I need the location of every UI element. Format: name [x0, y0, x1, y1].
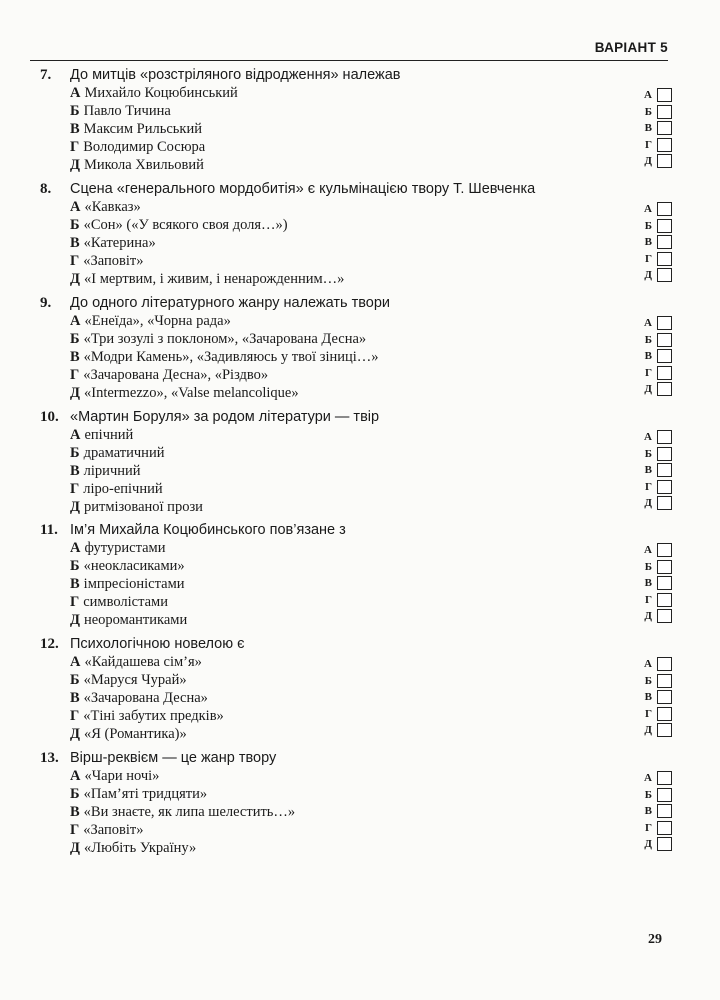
option-letter: Б [70, 558, 80, 574]
option-letter: А [70, 540, 81, 556]
question-text: Психологічною новелою є [70, 636, 245, 652]
answer-option [40, 348, 670, 366]
box-letter: В [644, 577, 652, 589]
answer-boxes [620, 543, 672, 626]
answer-option [40, 384, 670, 402]
answer-box-row [620, 771, 672, 788]
answer-checkbox[interactable] [657, 382, 672, 396]
question [40, 749, 670, 857]
answer-box-row [620, 121, 672, 138]
option-text: ритмізованої прози [83, 499, 203, 515]
answer-option [40, 653, 670, 671]
answer-checkbox[interactable] [657, 788, 672, 802]
answer-checkbox[interactable] [657, 707, 672, 721]
option-text: драматичний [83, 445, 165, 461]
answer-box-row [620, 219, 672, 236]
answer-boxes [620, 202, 672, 285]
option-letter: А [70, 199, 81, 215]
question [40, 294, 670, 402]
answer-checkbox[interactable] [657, 674, 672, 688]
answer-box-row [620, 543, 672, 560]
option-text: «Intermezzo», «Valse melancolique» [83, 385, 299, 401]
question-stem [40, 635, 670, 653]
box-letter: В [644, 805, 652, 817]
option-text: «Зачарована Десна» [83, 690, 208, 706]
answer-box-row [620, 235, 672, 252]
option-text: Михайло Коцюбинський [84, 85, 238, 101]
answer-box-row [620, 804, 672, 821]
option-text: «Ви знаєте, як липа шелестить…» [83, 804, 296, 820]
option-letter: Г [70, 594, 80, 610]
box-letter: Д [644, 838, 652, 850]
question-stem [40, 180, 670, 198]
answer-checkbox[interactable] [657, 543, 672, 557]
option-letter: В [70, 463, 80, 479]
option-text: Микола Хвильовий [83, 157, 204, 173]
question-stem [40, 408, 670, 426]
answer-checkbox[interactable] [657, 496, 672, 510]
option-letter: А [70, 313, 81, 329]
answer-checkbox[interactable] [657, 447, 672, 461]
box-letter: Д [644, 269, 652, 281]
answer-box-row [620, 430, 672, 447]
answer-checkbox[interactable] [657, 219, 672, 233]
answer-checkbox[interactable] [657, 463, 672, 477]
option-text: «Пам’яті тридцяти» [83, 786, 208, 802]
option-letter: Б [70, 217, 80, 233]
answer-checkbox[interactable] [657, 430, 672, 444]
box-letter: Д [644, 383, 652, 395]
answer-checkbox[interactable] [657, 657, 672, 671]
answer-option [40, 671, 670, 689]
answer-box-row [620, 202, 672, 219]
answer-option [40, 102, 670, 120]
option-letter: А [70, 654, 81, 670]
answer-option [40, 785, 670, 803]
answer-box-row [620, 252, 672, 269]
option-text: «неокласиками» [83, 558, 185, 574]
box-letter: В [644, 350, 652, 362]
answer-checkbox[interactable] [657, 366, 672, 380]
answer-option [40, 270, 670, 288]
question-number: 11. [40, 522, 58, 538]
box-letter: В [644, 122, 652, 134]
box-letter: Г [645, 138, 652, 151]
answer-option [40, 312, 670, 330]
answer-checkbox[interactable] [657, 138, 672, 152]
option-text: «Кавказ» [84, 199, 141, 215]
option-text: «Катерина» [83, 235, 156, 251]
answer-checkbox[interactable] [657, 593, 672, 607]
option-text: ліро-епічний [83, 481, 163, 497]
answer-box-row [620, 788, 672, 805]
answer-checkbox[interactable] [657, 480, 672, 494]
option-letter: В [70, 804, 80, 820]
question [40, 635, 670, 743]
answer-checkbox[interactable] [657, 252, 672, 266]
option-text: «Три зозулі з поклоном», «Зачарована Десна» [83, 331, 367, 347]
option-letter: Г [70, 139, 80, 155]
answer-box-row [620, 316, 672, 333]
answer-box-row [620, 88, 672, 105]
answer-option [40, 575, 670, 593]
answer-box-row [620, 674, 672, 691]
question-stem [40, 294, 670, 312]
answer-box-row [620, 657, 672, 674]
option-letter: А [70, 427, 81, 443]
answer-checkbox[interactable] [657, 690, 672, 704]
option-text: «Маруся Чурай» [83, 672, 187, 688]
option-letter: Д [70, 385, 80, 401]
answer-option [40, 84, 670, 102]
answer-option [40, 593, 670, 611]
box-letter: В [644, 464, 652, 476]
box-letter: Г [645, 821, 652, 834]
option-letter: Д [70, 726, 80, 742]
answer-box-row [620, 480, 672, 497]
option-text: символістами [83, 594, 168, 610]
option-letter: Б [70, 786, 80, 802]
box-letter: А [644, 658, 652, 670]
answer-checkbox[interactable] [657, 154, 672, 168]
answer-checkbox[interactable] [657, 576, 672, 590]
answer-checkbox[interactable] [657, 560, 672, 574]
answer-checkbox[interactable] [657, 804, 672, 818]
option-text: футуристами [84, 540, 166, 556]
option-text: Володимир Сосюра [83, 139, 206, 155]
answer-option [40, 539, 670, 557]
answer-option [40, 803, 670, 821]
answer-checkbox[interactable] [657, 316, 672, 330]
answer-box-row [620, 723, 672, 740]
option-letter: Д [70, 840, 80, 856]
answer-checkbox[interactable] [657, 349, 672, 363]
option-letter: Г [70, 708, 80, 724]
option-letter: Д [70, 157, 80, 173]
box-letter: Д [644, 155, 652, 167]
option-letter: Г [70, 367, 80, 383]
box-letter: Г [645, 366, 652, 379]
answer-box-row [620, 690, 672, 707]
answer-checkbox[interactable] [657, 609, 672, 623]
option-letter: В [70, 349, 80, 365]
answer-checkbox[interactable] [657, 105, 672, 119]
option-text: «Любіть Україну» [83, 840, 197, 856]
answer-option [40, 138, 670, 156]
answer-option [40, 480, 670, 498]
option-text: Павло Тичина [83, 103, 171, 119]
box-letter: Д [644, 497, 652, 509]
question-text: До митців «розстріляного відродження» належав [70, 67, 401, 83]
answer-box-row [620, 447, 672, 464]
option-text: ліричний [83, 463, 141, 479]
question-number: 13. [40, 750, 59, 766]
option-text: «Кайдашева сім’я» [84, 654, 202, 670]
option-text: «Чари ночі» [84, 768, 160, 784]
box-letter: Д [644, 610, 652, 622]
answer-box-row [620, 382, 672, 399]
box-letter: Г [645, 252, 652, 265]
answer-option [40, 689, 670, 707]
answer-boxes [620, 316, 672, 399]
answer-option [40, 611, 670, 629]
question-text: Вірш-реквієм — це жанр твору [70, 750, 277, 766]
question-text: Сцена «генерального мордобитія» є кульмінацією твору Т. Шевченка [70, 181, 536, 197]
question [40, 66, 670, 174]
question-number: 12. [40, 636, 59, 652]
answer-box-row [620, 105, 672, 122]
answer-option [40, 330, 670, 348]
box-letter: Б [644, 219, 652, 232]
answer-option [40, 426, 670, 444]
answer-box-row [620, 366, 672, 383]
answer-option [40, 234, 670, 252]
option-text: «Зачарована Десна», «Різдво» [83, 367, 269, 383]
answer-option [40, 707, 670, 725]
question-number: 10. [40, 409, 59, 425]
option-text: «Я (Романтика)» [83, 726, 187, 742]
box-letter: Б [644, 788, 652, 801]
box-letter: А [644, 772, 652, 784]
box-letter: А [644, 203, 652, 215]
answer-checkbox[interactable] [657, 235, 672, 249]
answer-option [40, 444, 670, 462]
answer-box-row [620, 138, 672, 155]
answer-box-row [620, 560, 672, 577]
page-header [30, 38, 668, 61]
answer-checkbox[interactable] [657, 821, 672, 835]
answer-boxes [620, 657, 672, 740]
answer-box-row [620, 707, 672, 724]
option-letter: Б [70, 672, 80, 688]
answer-checkbox[interactable] [657, 121, 672, 135]
answer-option [40, 216, 670, 234]
option-text: імпресіоністами [83, 576, 185, 592]
answer-option [40, 821, 670, 839]
question-text: «Мартин Боруля» за родом літератури — твір [70, 409, 380, 425]
option-letter: Д [70, 499, 80, 515]
option-text: «Модри Камень», «Задивляюсь у твої зіниці…» [83, 349, 379, 365]
answer-box-row [620, 463, 672, 480]
answer-box-row [620, 496, 672, 513]
box-letter: В [644, 236, 652, 248]
question-stem [40, 66, 670, 84]
question-number: 9. [40, 295, 52, 311]
box-letter: Б [644, 105, 652, 118]
option-text: «Заповіт» [83, 253, 144, 269]
box-letter: В [644, 691, 652, 703]
option-letter: В [70, 235, 80, 251]
option-letter: А [70, 85, 81, 101]
answer-boxes [620, 88, 672, 171]
answer-box-row [620, 333, 672, 350]
option-letter: В [70, 121, 80, 137]
option-letter: Д [70, 271, 80, 287]
question-text: До одного літературного жанру належать твори [70, 295, 391, 311]
answer-option [40, 767, 670, 785]
question [40, 521, 670, 629]
answer-option [40, 120, 670, 138]
option-letter: Б [70, 103, 80, 119]
option-text: «Сон» («У всякого своя доля…») [83, 217, 288, 233]
answer-option [40, 156, 670, 174]
option-text: «Енеїда», «Чорна рада» [84, 313, 231, 329]
option-letter: Г [70, 822, 80, 838]
answer-checkbox[interactable] [657, 333, 672, 347]
option-text: Максим Рильський [83, 121, 202, 137]
answer-option [40, 557, 670, 575]
answer-boxes [620, 430, 672, 513]
answer-boxes [620, 771, 672, 854]
box-letter: А [644, 431, 652, 443]
question-stem [40, 749, 670, 767]
answer-box-row [620, 576, 672, 593]
question-number: 8. [40, 181, 52, 197]
answer-box-row [620, 821, 672, 838]
option-letter: В [70, 690, 80, 706]
answer-option [40, 198, 670, 216]
option-letter: Б [70, 331, 80, 347]
question [40, 180, 670, 288]
option-text: епічний [84, 427, 134, 443]
option-letter: Г [70, 481, 80, 497]
answer-checkbox[interactable] [657, 837, 672, 851]
answer-box-row [620, 154, 672, 171]
option-letter: А [70, 768, 81, 784]
answer-option [40, 462, 670, 480]
variant-title: ВАРІАНТ 5 [594, 40, 668, 55]
question-number: 7. [40, 67, 52, 83]
box-letter: Б [644, 447, 652, 460]
answer-box-row [620, 349, 672, 366]
question-stem [40, 521, 670, 539]
answer-checkbox[interactable] [657, 202, 672, 216]
option-text: «І мертвим, і живим, і ненарожденним…» [83, 271, 345, 287]
question-text: Ім’я Михайла Коцюбинського пов’язане з [70, 522, 346, 538]
answer-checkbox[interactable] [657, 88, 672, 102]
box-letter: Г [645, 593, 652, 606]
option-text: неоромантиками [83, 612, 188, 628]
answer-option [40, 366, 670, 384]
box-letter: А [644, 317, 652, 329]
box-letter: Г [645, 707, 652, 720]
option-text: «Заповіт» [83, 822, 144, 838]
answer-checkbox[interactable] [657, 771, 672, 785]
option-letter: Б [70, 445, 80, 461]
box-letter: А [644, 544, 652, 556]
box-letter: Д [644, 724, 652, 736]
option-text: «Тіні забутих предків» [83, 708, 224, 724]
answer-box-row [620, 593, 672, 610]
box-letter: Б [644, 560, 652, 573]
answer-checkbox[interactable] [657, 723, 672, 737]
option-letter: Г [70, 253, 80, 269]
answer-box-row [620, 837, 672, 854]
answer-option [40, 498, 670, 516]
option-letter: Д [70, 612, 80, 628]
box-letter: Б [644, 333, 652, 346]
answer-option [40, 839, 670, 857]
box-letter: Г [645, 480, 652, 493]
page-number: 29 [648, 932, 662, 947]
question [40, 408, 670, 516]
answer-option [40, 252, 670, 270]
answer-checkbox[interactable] [657, 268, 672, 282]
option-letter: В [70, 576, 80, 592]
box-letter: Б [644, 674, 652, 687]
box-letter: А [644, 89, 652, 101]
answer-box-row [620, 268, 672, 285]
answer-option [40, 725, 670, 743]
answer-box-row [620, 609, 672, 626]
